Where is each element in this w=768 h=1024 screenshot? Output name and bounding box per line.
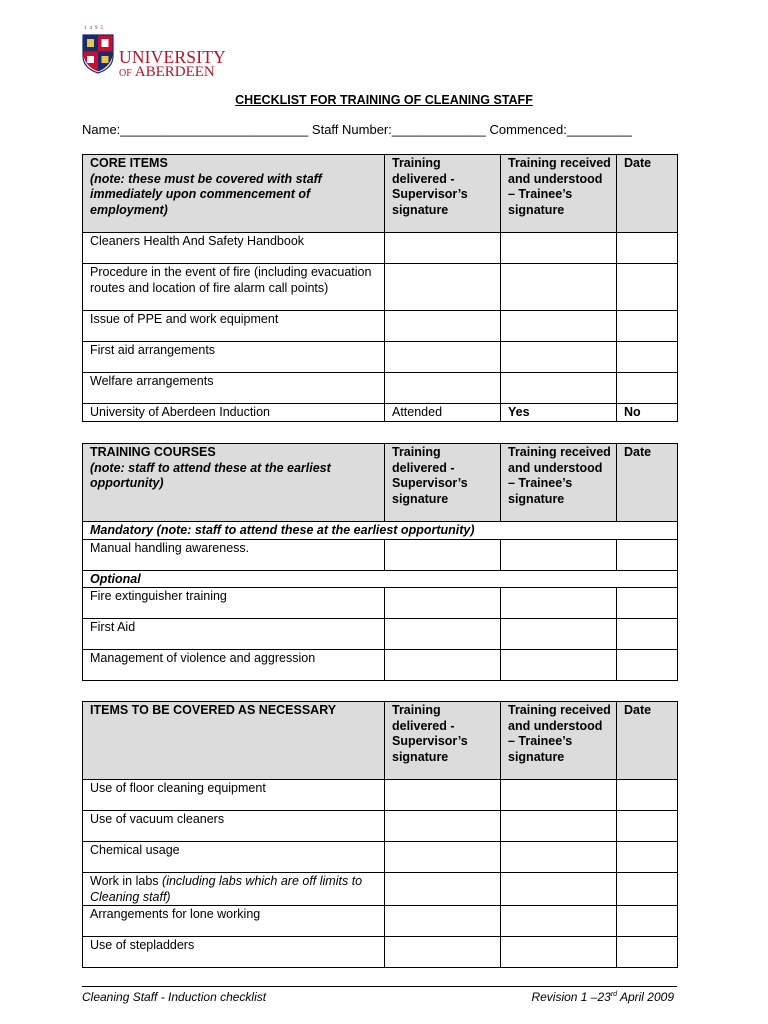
date-cell[interactable] bbox=[617, 619, 678, 650]
delivered-header: Training delivered - Supervisor’s signature bbox=[385, 155, 501, 233]
table-row bbox=[83, 311, 678, 342]
core-items-table bbox=[82, 154, 678, 422]
item-label: First Aid bbox=[83, 619, 385, 650]
received-signature-cell[interactable] bbox=[501, 873, 617, 906]
mandatory-subheading-row bbox=[83, 522, 678, 540]
core-items-heading: CORE ITEMS bbox=[90, 156, 168, 170]
delivered-signature-cell[interactable] bbox=[385, 588, 501, 619]
training-courses-heading-cell bbox=[83, 444, 385, 522]
delivered-signature-cell[interactable] bbox=[385, 233, 501, 264]
received-signature-cell[interactable] bbox=[501, 780, 617, 811]
commenced-field[interactable]: _________ bbox=[566, 122, 632, 137]
received-signature-cell[interactable] bbox=[501, 233, 617, 264]
delivered-signature-cell[interactable] bbox=[385, 619, 501, 650]
delivered-signature-cell[interactable] bbox=[385, 342, 501, 373]
table-row bbox=[83, 780, 678, 811]
received-signature-cell[interactable] bbox=[501, 342, 617, 373]
date-header: Date bbox=[617, 444, 678, 522]
received-signature-cell[interactable] bbox=[501, 264, 617, 311]
table-row bbox=[83, 264, 678, 311]
name-field[interactable]: __________________________ bbox=[120, 122, 309, 137]
name-label: Name: bbox=[82, 122, 121, 137]
labs-label: Work in labs bbox=[90, 874, 159, 888]
item-label: Issue of PPE and work equipment bbox=[83, 311, 385, 342]
received-signature-cell[interactable] bbox=[501, 311, 617, 342]
date-cell[interactable] bbox=[617, 906, 678, 937]
received-signature-cell[interactable] bbox=[501, 842, 617, 873]
table-row bbox=[83, 906, 678, 937]
received-header: Training received and understood – Trainee’s signature bbox=[501, 702, 617, 780]
training-courses-heading: TRAINING COURSES bbox=[90, 445, 216, 459]
delivered-signature-cell[interactable] bbox=[385, 780, 501, 811]
item-label: Cleaners Health And Safety Handbook bbox=[83, 233, 385, 264]
page-title: CHECKLIST FOR TRAINING OF CLEANING STAFF bbox=[235, 93, 533, 107]
received-signature-cell[interactable] bbox=[501, 588, 617, 619]
item-label: First aid arrangements bbox=[83, 342, 385, 373]
induction-yes[interactable]: Yes bbox=[501, 404, 617, 422]
delivered-header: Training delivered - Supervisor’s signature bbox=[385, 444, 501, 522]
item-label: Manual handling awareness. bbox=[83, 539, 385, 570]
item-label: Use of floor cleaning equipment bbox=[83, 780, 385, 811]
commenced-label: Commenced: bbox=[489, 122, 567, 137]
delivered-signature-cell[interactable] bbox=[385, 539, 501, 570]
optional-label: Optional bbox=[83, 570, 678, 588]
table-row bbox=[83, 873, 678, 906]
item-label: Use of vacuum cleaners bbox=[83, 811, 385, 842]
table-row bbox=[83, 842, 678, 873]
received-signature-cell[interactable] bbox=[501, 937, 617, 968]
table-row bbox=[83, 342, 678, 373]
received-header: Training received and understood – Trainee’s signature bbox=[501, 444, 617, 522]
date-cell[interactable] bbox=[617, 539, 678, 570]
labs-item-cell bbox=[83, 873, 385, 906]
received-signature-cell[interactable] bbox=[501, 373, 617, 404]
date-header: Date bbox=[617, 155, 678, 233]
optional-subheading-row bbox=[83, 570, 678, 588]
university-logo bbox=[82, 26, 232, 82]
table-row bbox=[83, 588, 678, 619]
received-signature-cell[interactable] bbox=[501, 906, 617, 937]
table-row bbox=[83, 233, 678, 264]
item-label: Management of violence and aggression bbox=[83, 650, 385, 681]
delivered-header: Training delivered - Supervisor’s signature bbox=[385, 702, 501, 780]
table-row bbox=[83, 539, 678, 570]
mandatory-label: Mandatory (note: staff to attend these at the earliest opportunity) bbox=[83, 522, 678, 540]
received-signature-cell[interactable] bbox=[501, 811, 617, 842]
delivered-signature-cell[interactable] bbox=[385, 906, 501, 937]
training-courses-note: (note: staff to attend these at the earliest opportunity) bbox=[90, 460, 331, 490]
logo-aberdeen: OF ABERDEEN bbox=[119, 64, 215, 80]
delivered-signature-cell[interactable] bbox=[385, 811, 501, 842]
induction-no[interactable]: No bbox=[617, 404, 678, 422]
date-cell[interactable] bbox=[617, 373, 678, 404]
staff-info-line bbox=[82, 122, 678, 137]
as-necessary-heading: ITEMS TO BE COVERED AS NECESSARY bbox=[83, 702, 385, 780]
staff-number-label: Staff Number: bbox=[311, 122, 392, 137]
labs-note: (including labs which are off limits to Cleaning staff) bbox=[90, 874, 363, 904]
table-header-row bbox=[83, 702, 678, 780]
item-label: Welfare arrangements bbox=[83, 373, 385, 404]
date-cell[interactable] bbox=[617, 311, 678, 342]
induction-row bbox=[83, 404, 678, 422]
item-label: Chemical usage bbox=[83, 842, 385, 873]
table-row bbox=[83, 650, 678, 681]
delivered-signature-cell[interactable] bbox=[385, 937, 501, 968]
date-cell[interactable] bbox=[617, 233, 678, 264]
delivered-signature-cell[interactable] bbox=[385, 373, 501, 404]
date-header: Date bbox=[617, 702, 678, 780]
received-signature-cell[interactable] bbox=[501, 539, 617, 570]
footer-left: Cleaning Staff - Induction checklist bbox=[82, 990, 267, 1004]
crest-icon bbox=[82, 34, 114, 74]
table-row bbox=[83, 619, 678, 650]
training-courses-table bbox=[82, 443, 678, 681]
item-label: Procedure in the event of fire (including evacuation routes and location of fire alarm call points) bbox=[83, 264, 385, 311]
core-items-heading-cell bbox=[83, 155, 385, 233]
delivered-signature-cell[interactable] bbox=[385, 842, 501, 873]
core-items-note: (note: these must be covered with staff immediately upon commencement of employment) bbox=[90, 171, 322, 217]
date-cell[interactable] bbox=[617, 264, 678, 311]
logo-years: 1495 bbox=[84, 26, 106, 31]
date-cell[interactable] bbox=[617, 650, 678, 681]
as-necessary-table bbox=[82, 701, 678, 968]
induction-attended: Attended bbox=[385, 404, 501, 422]
received-signature-cell[interactable] bbox=[501, 650, 617, 681]
table-row bbox=[83, 811, 678, 842]
date-cell[interactable] bbox=[617, 937, 678, 968]
delivered-signature-cell[interactable] bbox=[385, 264, 501, 311]
date-cell[interactable] bbox=[617, 811, 678, 842]
received-header: Training received and understood – Trainee’s signature bbox=[501, 155, 617, 233]
induction-label: University of Aberdeen Induction bbox=[83, 404, 385, 422]
date-cell[interactable] bbox=[617, 873, 678, 906]
item-label: Fire extinguisher training bbox=[83, 588, 385, 619]
delivered-signature-cell[interactable] bbox=[385, 650, 501, 681]
logo-university: UNIVERSITY bbox=[119, 47, 226, 67]
table-header-row bbox=[83, 444, 678, 522]
date-cell[interactable] bbox=[617, 588, 678, 619]
item-label: Arrangements for lone working bbox=[83, 906, 385, 937]
page-footer bbox=[82, 986, 677, 1004]
table-row bbox=[83, 373, 678, 404]
footer-revision: Revision 1 –23rd April 2009 bbox=[531, 990, 674, 1004]
delivered-signature-cell[interactable] bbox=[385, 311, 501, 342]
table-row bbox=[83, 937, 678, 968]
staff-number-field[interactable]: _____________ bbox=[391, 122, 486, 137]
delivered-signature-cell[interactable] bbox=[385, 873, 501, 906]
item-label: Use of stepladders bbox=[83, 937, 385, 968]
date-cell[interactable] bbox=[617, 780, 678, 811]
date-cell[interactable] bbox=[617, 842, 678, 873]
received-signature-cell[interactable] bbox=[501, 619, 617, 650]
date-cell[interactable] bbox=[617, 342, 678, 373]
table-header-row bbox=[83, 155, 678, 233]
